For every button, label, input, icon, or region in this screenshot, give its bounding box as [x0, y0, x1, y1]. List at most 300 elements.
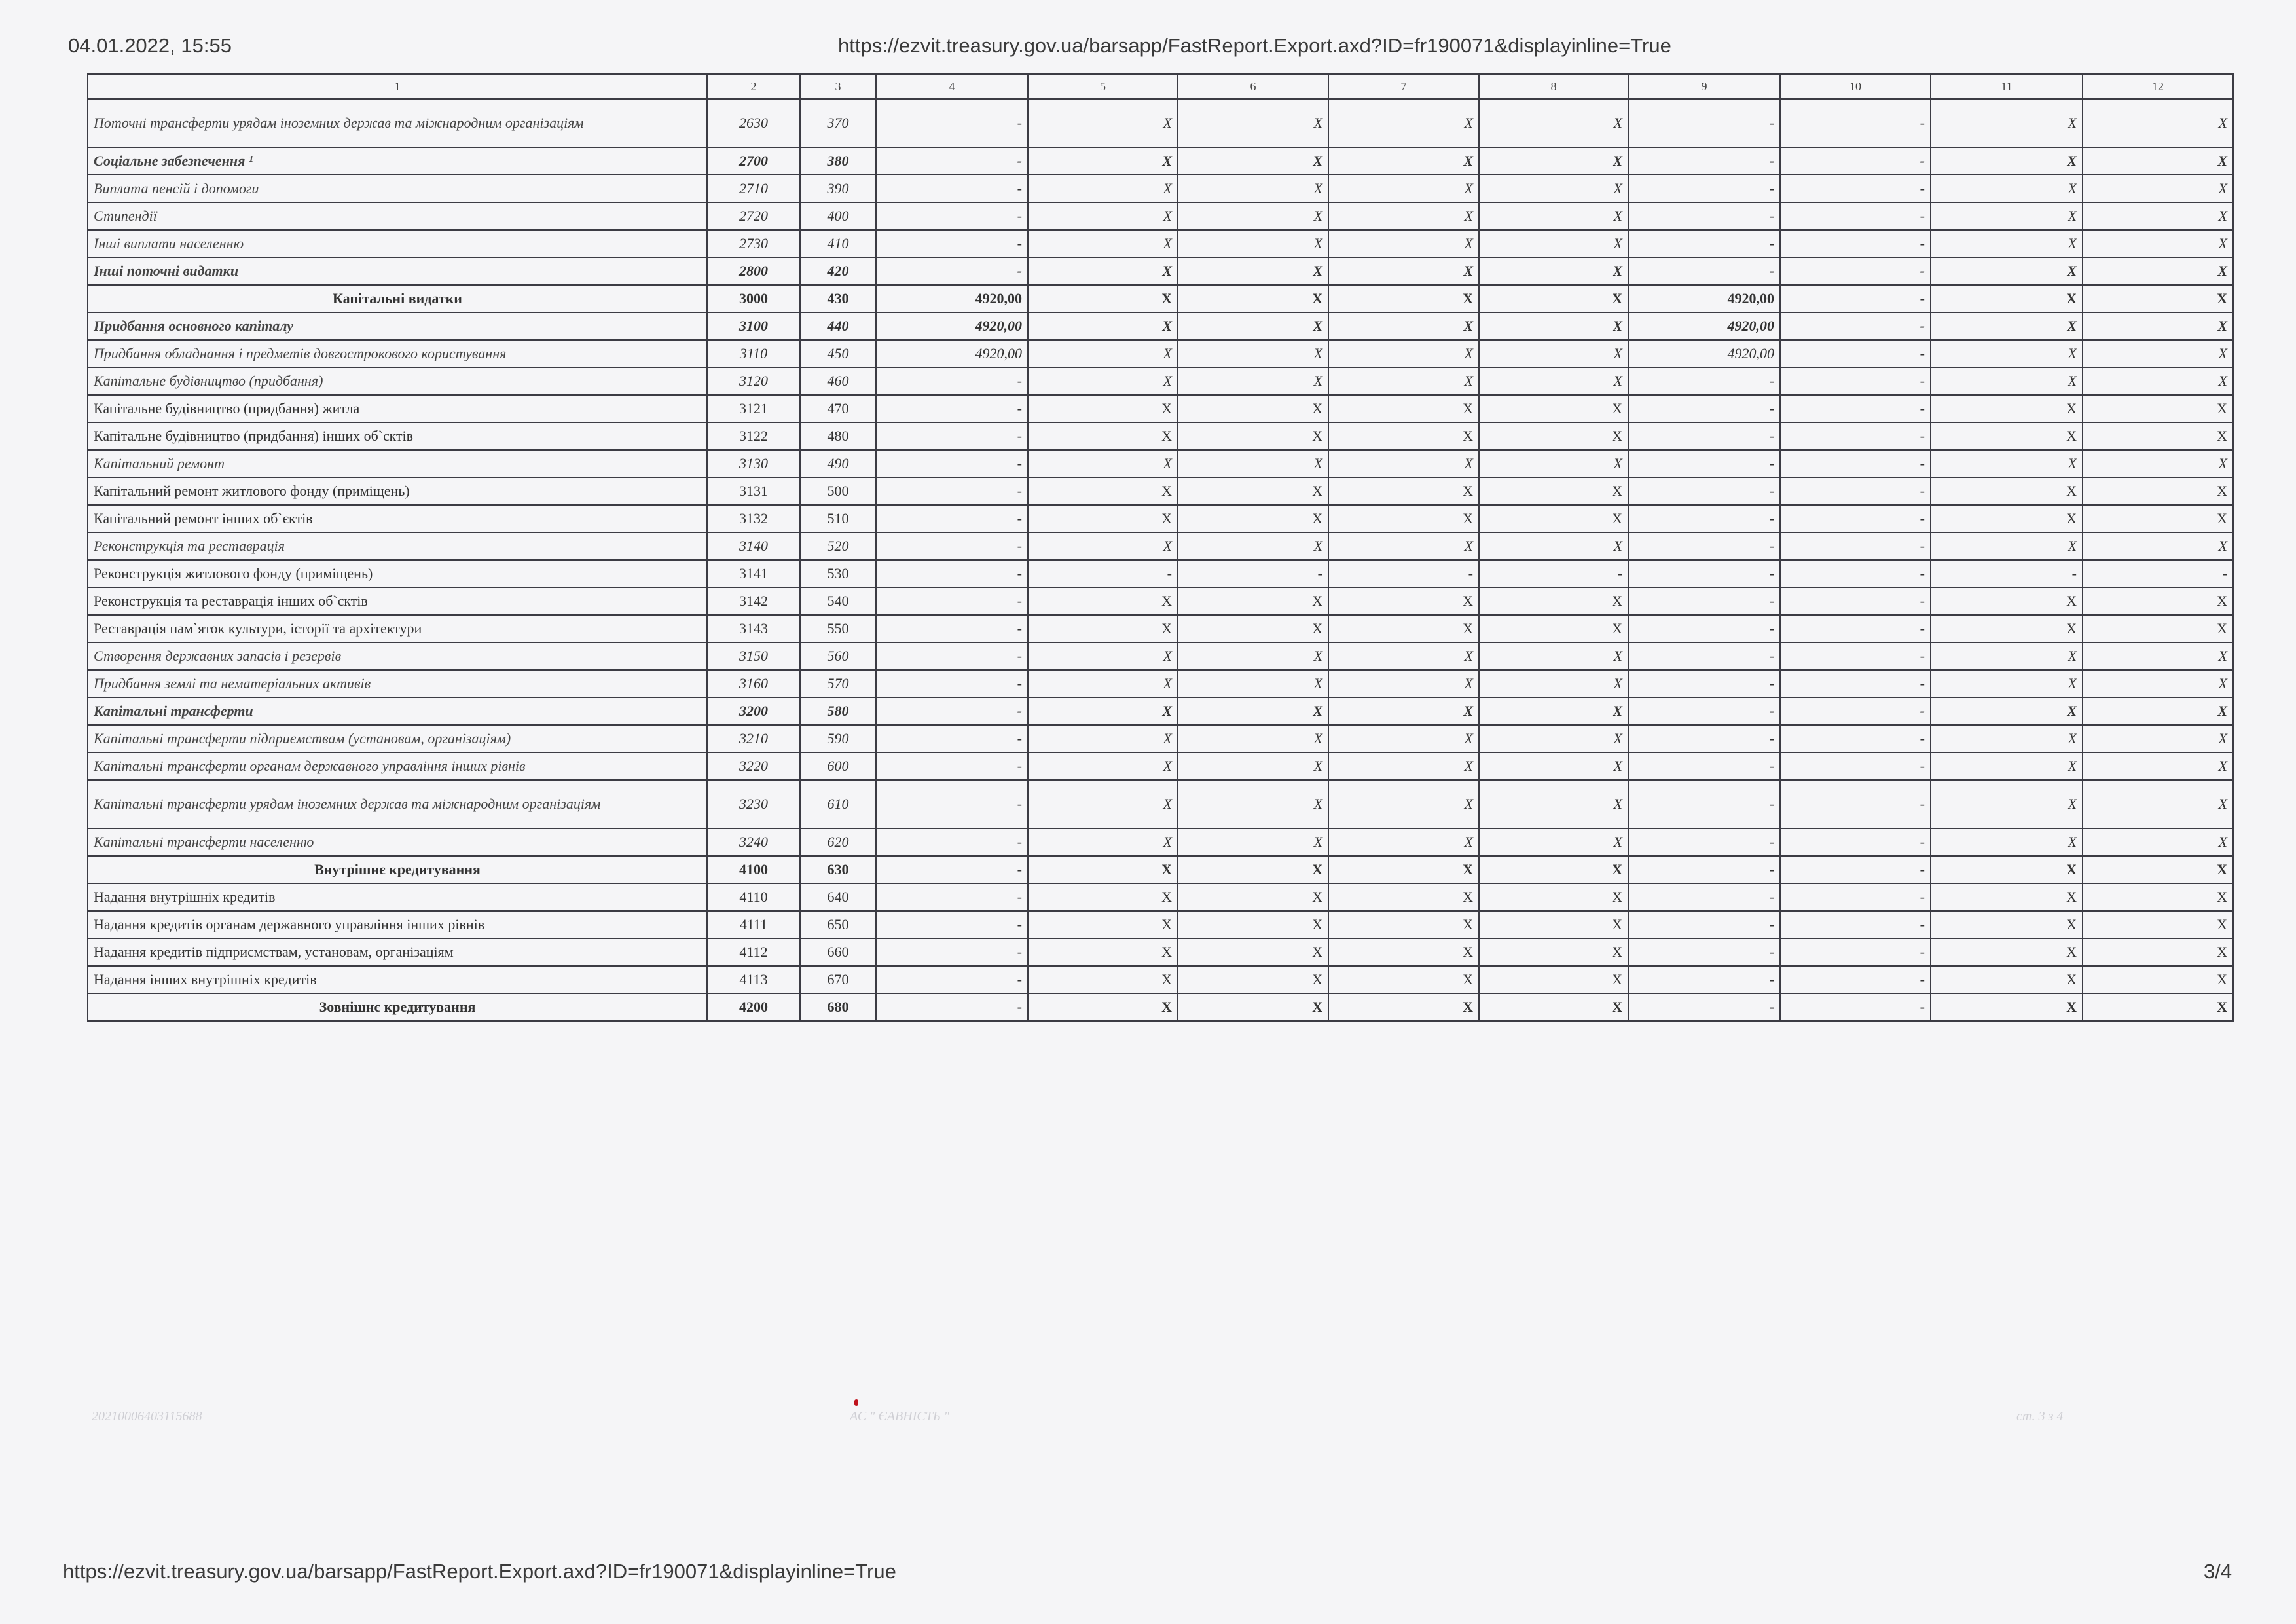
- row-code: 3220: [707, 752, 800, 780]
- value-cell: X: [1328, 966, 1479, 993]
- value-cell: X: [1479, 697, 1628, 725]
- value-cell: X: [1931, 828, 2083, 856]
- value-cell: X: [1931, 670, 2083, 697]
- value-cell: X: [1931, 175, 2083, 202]
- value-cell: -: [1780, 532, 1931, 560]
- row-name: Придбання землі та нематеріальних активів: [88, 670, 707, 697]
- faint-document-code: 20210006403115688: [92, 1409, 202, 1424]
- value-cell: -: [1479, 560, 1628, 587]
- value-cell: -: [876, 99, 1028, 147]
- value-cell: -: [1780, 395, 1931, 422]
- value-cell: -: [1628, 856, 1780, 883]
- row-code: 3142: [707, 587, 800, 615]
- value-cell: -: [1628, 697, 1780, 725]
- value-cell: X: [1931, 697, 2083, 725]
- row-line-code: 470: [800, 395, 876, 422]
- table-row: [88, 883, 2233, 911]
- value-cell: X: [1479, 752, 1628, 780]
- value-cell: -: [876, 505, 1028, 532]
- value-cell: X: [1028, 697, 1178, 725]
- value-cell: X: [1028, 99, 1178, 147]
- value-cell: X: [2083, 828, 2233, 856]
- value-cell: -: [1931, 560, 2083, 587]
- value-cell: 4920,00: [876, 340, 1028, 367]
- row-line-code: 530: [800, 560, 876, 587]
- value-cell: X: [1931, 752, 2083, 780]
- value-cell: X: [1479, 883, 1628, 911]
- value-cell: X: [1328, 147, 1479, 175]
- value-cell: -: [1628, 422, 1780, 450]
- table-row: [88, 367, 2233, 395]
- value-cell: -: [1780, 257, 1931, 285]
- print-footer-url: https://ezvit.treasury.gov.ua/barsapp/FastReport.Export.axd?ID=fr190071&displayinline=True: [63, 1560, 896, 1583]
- faint-page-label: ст. 3 з 4: [2016, 1409, 2064, 1424]
- value-cell: X: [1028, 532, 1178, 560]
- value-cell: X: [1028, 505, 1178, 532]
- value-cell: X: [1328, 257, 1479, 285]
- value-cell: X: [1178, 367, 1328, 395]
- value-cell: X: [1328, 725, 1479, 752]
- value-cell: -: [1628, 587, 1780, 615]
- row-line-code: 440: [800, 312, 876, 340]
- value-cell: X: [1178, 230, 1328, 257]
- table-row: [88, 725, 2233, 752]
- value-cell: 4920,00: [1628, 312, 1780, 340]
- table-row: [88, 993, 2233, 1021]
- row-code: 3110: [707, 340, 800, 367]
- value-cell: -: [876, 450, 1028, 477]
- value-cell: -: [876, 532, 1028, 560]
- value-cell: X: [1479, 505, 1628, 532]
- row-name: Стипендії: [88, 202, 707, 230]
- row-line-code: 600: [800, 752, 876, 780]
- value-cell: -: [876, 993, 1028, 1021]
- value-cell: 4920,00: [876, 285, 1028, 312]
- value-cell: X: [1931, 450, 2083, 477]
- row-name: Реконструкція та реставрація: [88, 532, 707, 560]
- value-cell: -: [1780, 202, 1931, 230]
- row-line-code: 480: [800, 422, 876, 450]
- table-row: [88, 202, 2233, 230]
- value-cell: X: [1178, 202, 1328, 230]
- value-cell: -: [1780, 752, 1931, 780]
- value-cell: X: [1028, 828, 1178, 856]
- value-cell: X: [1178, 938, 1328, 966]
- value-cell: X: [1178, 340, 1328, 367]
- row-code: 3140: [707, 532, 800, 560]
- row-name: Капітальний ремонт житлового фонду (приміщень): [88, 477, 707, 505]
- value-cell: X: [1178, 422, 1328, 450]
- table-row: [88, 147, 2233, 175]
- value-cell: X: [2083, 395, 2233, 422]
- value-cell: X: [1328, 911, 1479, 938]
- value-cell: X: [1028, 395, 1178, 422]
- value-cell: X: [1479, 642, 1628, 670]
- value-cell: X: [1328, 202, 1479, 230]
- value-cell: -: [1628, 828, 1780, 856]
- row-code: 3130: [707, 450, 800, 477]
- table-row: [88, 828, 2233, 856]
- row-name: Внутрішнє кредитування: [88, 856, 707, 883]
- value-cell: X: [1328, 532, 1479, 560]
- table-row: [88, 532, 2233, 560]
- value-cell: X: [1931, 615, 2083, 642]
- value-cell: X: [1328, 340, 1479, 367]
- value-cell: -: [876, 395, 1028, 422]
- column-number: 4: [876, 74, 1028, 99]
- row-line-code: 390: [800, 175, 876, 202]
- value-cell: X: [1479, 966, 1628, 993]
- table-row: [88, 911, 2233, 938]
- value-cell: X: [1479, 257, 1628, 285]
- row-line-code: 560: [800, 642, 876, 670]
- value-cell: X: [1931, 340, 2083, 367]
- value-cell: -: [1780, 938, 1931, 966]
- value-cell: -: [876, 477, 1028, 505]
- value-cell: X: [2083, 450, 2233, 477]
- value-cell: -: [1780, 911, 1931, 938]
- value-cell: -: [1628, 202, 1780, 230]
- print-header-url: https://ezvit.treasury.gov.ua/barsapp/FastReport.Export.axd?ID=fr190071&displayinline=True: [838, 34, 1671, 57]
- value-cell: -: [1628, 99, 1780, 147]
- value-cell: X: [1028, 966, 1178, 993]
- row-line-code: 370: [800, 99, 876, 147]
- value-cell: X: [1178, 911, 1328, 938]
- value-cell: X: [1328, 230, 1479, 257]
- value-cell: -: [876, 911, 1028, 938]
- value-cell: X: [1479, 938, 1628, 966]
- value-cell: X: [1178, 697, 1328, 725]
- value-cell: -: [1780, 477, 1931, 505]
- row-line-code: 640: [800, 883, 876, 911]
- value-cell: X: [1028, 257, 1178, 285]
- value-cell: X: [2083, 993, 2233, 1021]
- row-name: Надання кредитів підприємствам, установам, організаціям: [88, 938, 707, 966]
- table-row: [88, 175, 2233, 202]
- value-cell: X: [2083, 780, 2233, 828]
- value-cell: X: [1931, 505, 2083, 532]
- row-line-code: 550: [800, 615, 876, 642]
- row-name: Інші поточні видатки: [88, 257, 707, 285]
- value-cell: -: [1780, 883, 1931, 911]
- value-cell: X: [2083, 938, 2233, 966]
- row-code: 2700: [707, 147, 800, 175]
- value-cell: -: [1628, 450, 1780, 477]
- value-cell: X: [1328, 883, 1479, 911]
- value-cell: X: [1028, 883, 1178, 911]
- column-number: 3: [800, 74, 876, 99]
- report-table-body: [88, 74, 2233, 1021]
- value-cell: X: [2083, 312, 2233, 340]
- value-cell: X: [1178, 993, 1328, 1021]
- row-code: 2630: [707, 99, 800, 147]
- value-cell: X: [1931, 993, 2083, 1021]
- value-cell: X: [2083, 230, 2233, 257]
- value-cell: X: [2083, 725, 2233, 752]
- row-code: 3132: [707, 505, 800, 532]
- row-code: 3210: [707, 725, 800, 752]
- row-code: 3120: [707, 367, 800, 395]
- value-cell: -: [1780, 670, 1931, 697]
- table-row: [88, 312, 2233, 340]
- value-cell: X: [1178, 532, 1328, 560]
- value-cell: -: [1780, 422, 1931, 450]
- table-row: [88, 642, 2233, 670]
- value-cell: -: [876, 856, 1028, 883]
- value-cell: X: [1328, 828, 1479, 856]
- row-code: 3141: [707, 560, 800, 587]
- value-cell: -: [1780, 697, 1931, 725]
- value-cell: -: [1780, 285, 1931, 312]
- value-cell: X: [1931, 642, 2083, 670]
- row-code: 4100: [707, 856, 800, 883]
- row-code: 3100: [707, 312, 800, 340]
- value-cell: X: [1931, 99, 2083, 147]
- value-cell: X: [2083, 615, 2233, 642]
- table-row: [88, 340, 2233, 367]
- value-cell: X: [2083, 505, 2233, 532]
- value-cell: -: [876, 230, 1028, 257]
- value-cell: X: [2083, 147, 2233, 175]
- table-row: [88, 257, 2233, 285]
- value-cell: X: [1479, 175, 1628, 202]
- value-cell: -: [1780, 856, 1931, 883]
- value-cell: X: [1028, 725, 1178, 752]
- value-cell: X: [1328, 505, 1479, 532]
- value-cell: X: [1328, 670, 1479, 697]
- row-name: Інші виплати населенню: [88, 230, 707, 257]
- row-name: Капітальний ремонт інших об`єктів: [88, 505, 707, 532]
- value-cell: X: [1178, 450, 1328, 477]
- table-row: [88, 615, 2233, 642]
- value-cell: -: [876, 828, 1028, 856]
- value-cell: -: [1780, 99, 1931, 147]
- value-cell: X: [1328, 367, 1479, 395]
- value-cell: -: [876, 670, 1028, 697]
- value-cell: X: [2083, 257, 2233, 285]
- value-cell: -: [876, 560, 1028, 587]
- value-cell: X: [1931, 367, 2083, 395]
- value-cell: X: [1178, 883, 1328, 911]
- value-cell: -: [1780, 312, 1931, 340]
- value-cell: X: [1178, 780, 1328, 828]
- value-cell: X: [1931, 477, 2083, 505]
- row-code: 3000: [707, 285, 800, 312]
- value-cell: X: [2083, 670, 2233, 697]
- value-cell: -: [1780, 993, 1931, 1021]
- value-cell: X: [1328, 285, 1479, 312]
- value-cell: X: [1178, 615, 1328, 642]
- value-cell: X: [1178, 257, 1328, 285]
- value-cell: -: [1628, 883, 1780, 911]
- value-cell: X: [1178, 828, 1328, 856]
- report-table: [87, 73, 2234, 1022]
- value-cell: X: [1479, 285, 1628, 312]
- value-cell: X: [1931, 587, 2083, 615]
- value-cell: -: [876, 642, 1028, 670]
- row-code: 2720: [707, 202, 800, 230]
- row-name: Капітальні трансферти підприємствам (установам, організаціям): [88, 725, 707, 752]
- value-cell: X: [1931, 230, 2083, 257]
- value-cell: X: [2083, 422, 2233, 450]
- value-cell: X: [1028, 642, 1178, 670]
- value-cell: X: [1178, 99, 1328, 147]
- row-name: Придбання основного капіталу: [88, 312, 707, 340]
- value-cell: X: [1479, 993, 1628, 1021]
- value-cell: X: [1931, 911, 2083, 938]
- row-line-code: 580: [800, 697, 876, 725]
- row-name: Реконструкція житлового фонду (приміщень): [88, 560, 707, 587]
- value-cell: -: [876, 202, 1028, 230]
- value-cell: X: [1328, 615, 1479, 642]
- value-cell: -: [1780, 450, 1931, 477]
- value-cell: X: [1479, 202, 1628, 230]
- value-cell: -: [1780, 615, 1931, 642]
- row-line-code: 610: [800, 780, 876, 828]
- value-cell: -: [1628, 147, 1780, 175]
- value-cell: X: [2083, 911, 2233, 938]
- value-cell: X: [1479, 911, 1628, 938]
- value-cell: -: [1628, 395, 1780, 422]
- row-name: Зовнішнє кредитування: [88, 993, 707, 1021]
- value-cell: -: [1628, 725, 1780, 752]
- value-cell: -: [876, 615, 1028, 642]
- value-cell: X: [1178, 725, 1328, 752]
- value-cell: X: [2083, 340, 2233, 367]
- value-cell: X: [1479, 99, 1628, 147]
- value-cell: X: [1328, 642, 1479, 670]
- value-cell: X: [1931, 312, 2083, 340]
- value-cell: X: [1931, 532, 2083, 560]
- table-row: [88, 560, 2233, 587]
- value-cell: -: [1628, 560, 1780, 587]
- value-cell: X: [2083, 883, 2233, 911]
- value-cell: X: [1931, 883, 2083, 911]
- row-name: Соціальне забезпечення ¹: [88, 147, 707, 175]
- row-line-code: 510: [800, 505, 876, 532]
- value-cell: X: [1328, 99, 1479, 147]
- row-code: 3160: [707, 670, 800, 697]
- value-cell: X: [1028, 340, 1178, 367]
- table-row: [88, 938, 2233, 966]
- value-cell: X: [2083, 285, 2233, 312]
- value-cell: X: [1931, 780, 2083, 828]
- value-cell: -: [876, 175, 1028, 202]
- table-row: [88, 395, 2233, 422]
- value-cell: X: [1178, 856, 1328, 883]
- row-name: Капітальні трансферти урядам іноземних держав та міжнародним організаціям: [88, 780, 707, 828]
- value-cell: X: [1178, 587, 1328, 615]
- value-cell: -: [1780, 725, 1931, 752]
- value-cell: -: [1780, 780, 1931, 828]
- value-cell: -: [1628, 966, 1780, 993]
- value-cell: X: [1931, 257, 2083, 285]
- row-name: Капітальні трансферти: [88, 697, 707, 725]
- column-number: 12: [2083, 74, 2233, 99]
- value-cell: -: [1628, 367, 1780, 395]
- value-cell: X: [1479, 230, 1628, 257]
- row-line-code: 680: [800, 993, 876, 1021]
- table-row: [88, 752, 2233, 780]
- value-cell: X: [2083, 966, 2233, 993]
- value-cell: X: [1178, 670, 1328, 697]
- value-cell: -: [1328, 560, 1479, 587]
- value-cell: -: [876, 367, 1028, 395]
- value-cell: X: [2083, 587, 2233, 615]
- row-code: 4111: [707, 911, 800, 938]
- value-cell: X: [1931, 856, 2083, 883]
- value-cell: X: [2083, 99, 2233, 147]
- value-cell: -: [1780, 175, 1931, 202]
- value-cell: X: [1931, 395, 2083, 422]
- value-cell: X: [1028, 422, 1178, 450]
- value-cell: -: [876, 697, 1028, 725]
- value-cell: X: [1028, 367, 1178, 395]
- value-cell: X: [1028, 477, 1178, 505]
- column-number: 2: [707, 74, 800, 99]
- value-cell: X: [1479, 312, 1628, 340]
- row-code: 4110: [707, 883, 800, 911]
- row-line-code: 520: [800, 532, 876, 560]
- row-name: Надання інших внутрішніх кредитів: [88, 966, 707, 993]
- column-number: 8: [1479, 74, 1628, 99]
- value-cell: -: [1628, 257, 1780, 285]
- value-cell: X: [1479, 532, 1628, 560]
- column-number: 6: [1178, 74, 1328, 99]
- value-cell: -: [1780, 966, 1931, 993]
- row-line-code: 420: [800, 257, 876, 285]
- value-cell: X: [1028, 615, 1178, 642]
- value-cell: X: [1178, 285, 1328, 312]
- value-cell: -: [876, 422, 1028, 450]
- value-cell: -: [1780, 367, 1931, 395]
- print-datetime: 04.01.2022, 15:55: [68, 34, 232, 57]
- value-cell: X: [1931, 938, 2083, 966]
- value-cell: -: [876, 966, 1028, 993]
- value-cell: -: [2083, 560, 2233, 587]
- value-cell: -: [1780, 560, 1931, 587]
- row-code: 3230: [707, 780, 800, 828]
- value-cell: X: [1028, 780, 1178, 828]
- value-cell: -: [1780, 642, 1931, 670]
- row-code: 4112: [707, 938, 800, 966]
- value-cell: -: [1628, 993, 1780, 1021]
- value-cell: X: [1931, 147, 2083, 175]
- value-cell: X: [2083, 642, 2233, 670]
- column-number: 5: [1028, 74, 1178, 99]
- value-cell: X: [1931, 202, 2083, 230]
- value-cell: X: [1479, 587, 1628, 615]
- value-cell: X: [2083, 202, 2233, 230]
- row-name: Капітальне будівництво (придбання) інших об`єктів: [88, 422, 707, 450]
- row-name: Капітальний ремонт: [88, 450, 707, 477]
- value-cell: -: [1780, 230, 1931, 257]
- value-cell: X: [1028, 856, 1178, 883]
- row-name: Створення державних запасів і резервів: [88, 642, 707, 670]
- row-name: Реставрація пам`яток культури, історії та архітектури: [88, 615, 707, 642]
- value-cell: -: [876, 752, 1028, 780]
- table-row: [88, 780, 2233, 828]
- row-line-code: 660: [800, 938, 876, 966]
- value-cell: X: [1028, 202, 1178, 230]
- value-cell: -: [1028, 560, 1178, 587]
- value-cell: X: [1028, 147, 1178, 175]
- table-row: [88, 422, 2233, 450]
- value-cell: X: [1328, 395, 1479, 422]
- table-row: [88, 285, 2233, 312]
- value-cell: X: [2083, 477, 2233, 505]
- value-cell: -: [1628, 780, 1780, 828]
